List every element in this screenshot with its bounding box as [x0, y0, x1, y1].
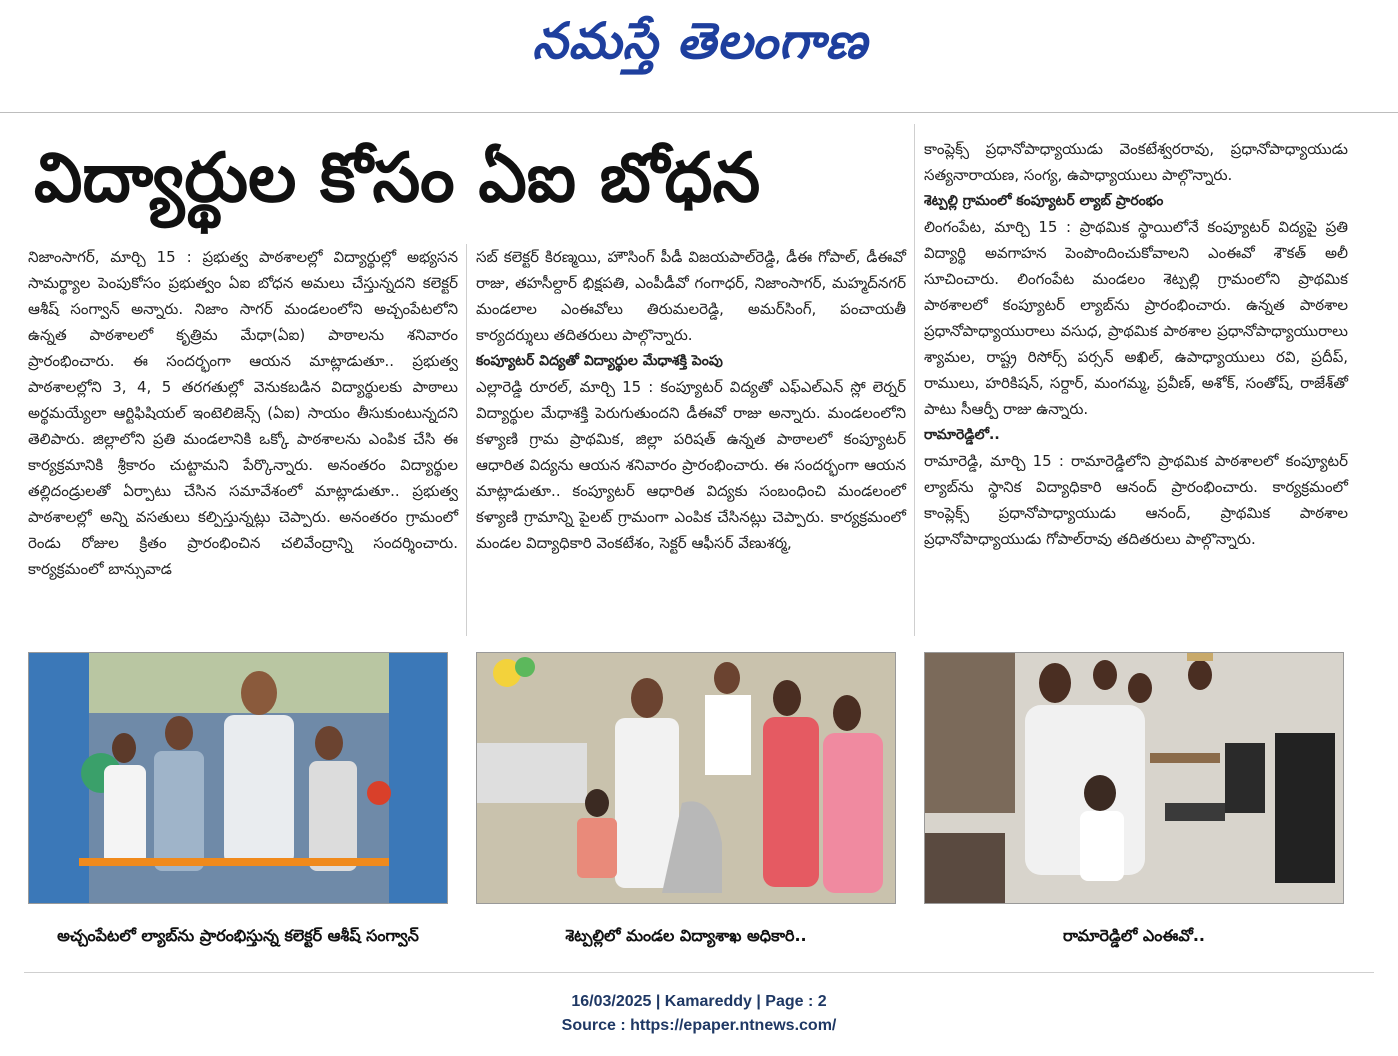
photo-officer-classroom — [476, 652, 896, 904]
footer-source-link[interactable]: Source : https://epaper.ntnews.com/ — [561, 1017, 837, 1034]
article-column-2 — [476, 244, 906, 556]
photo-ribbon-cutting — [28, 652, 448, 904]
photo-1-caption: అచ్చంపేటలో ల్యాబ్‌ను ప్రారంభిస్తున్న కలెక్టర్ ఆశీష్ సంగ్వాన్ — [57, 926, 419, 945]
photo-2-caption: శెట్పల్లిలో మండల విద్యాశాఖ అధికారి.. — [565, 926, 807, 945]
column-3-body-1: లింగంపేట, మార్చి 15 : ప్రాథమిక స్థాయిలోనే కంప్యూటర్ విద్యపై ప్రతి విద్యార్థి అవగాహన పెంపొందించుకోవాలని ఎంఈవో శౌకత్ అలీ సూచించారు. లింగంపేట మండలం శెట్పల్లి గ్రామంలోని ప్రాథమిక పాఠశాలలో కంప్యూటర్ ల్యాబ్‌ను ప్రారంభించారు. ఉన్నత పాఠశాల ప్రధానోపాధ్యాయురాలు వసుధ, ప్రాథమిక పాఠశాల ప్రధానోపాధ్యాయురాలు శ్యామల, రాష్ట్ర రిసోర్స్ పర్సన్ అఖిల్, ఉపాధ్యాయులు రవి, ప్రదీప్, రాములు, హరికిషన్, సర్దార్, మంగమ్మ, ప్రవీణ్, అశోక్, సంతోష్, రాజేశ్‌తో పాటు సీఆర్పీ రాజు ఉన్నారు. — [924, 218, 1348, 418]
column-3-subheading-2: రామారెడ్డిలో.. — [924, 427, 1000, 443]
column-divider — [914, 124, 915, 636]
footer-date-edition: 16/03/2025 | Kamareddy | Page : 2 — [571, 993, 827, 1010]
newspaper-logo: నమస్తే తెలంగాణ — [532, 12, 868, 70]
column-3-intro: కాంప్లెక్స్ ప్రధానోపాధ్యాయుడు వెంకటేశ్వరరావు, ప్రధానోపాధ్యాయుడు సత్యనారాయణ, సంగ్య, ఉపాధ్యాయులు పాల్గొన్నారు. — [924, 140, 1348, 184]
photo-3-caption: రామారెడ్డిలో ఎంఈవో.. — [1063, 926, 1205, 945]
column-1-text: నిజాంసాగర్, మార్చి 15 : ప్రభుత్వ పాఠశాలల్లో విద్యార్థుల్లో అభ్యసన సామర్థ్యాల పెంపుకోసం ప్రభుత్వం ఏఐ బోధన అమలు చేస్తున్నదని కలెక్టర్ ఆశీష్ సంగ్వాన్ అన్నారు. నిజాం సాగర్ మండలంలోని అచ్చంపేటలోని ఉన్నత పాఠశాలలో కృత్రిమ మేధా(ఏఐ) పాఠాలను శనివారం ప్రారంభించారు. ఈ సందర్భంగా ఆయన మాట్లాడుతూ.. ప్రభుత్వ పాఠశాలల్లోని 3, 4, 5 తరగతుల్లో వెనుకబడిన విద్యార్థులకు పాఠాలు అర్థమయ్యేలా ఆర్టిఫిషియల్ ఇంటెలిజెన్స్ (ఏఐ) సాయం తీసుకుంటున్నదని తెలిపారు. జిల్లాలోని ప్రతి మండలానికి ఒక్కో పాఠశాలను ఎంపిక చేసి ఈ కార్యక్రమానికి శ్రీకారం చుట్టామని పేర్కొన్నారు. అనంతరం విద్యార్థుల తల్లిదండ్రులతో ఏర్పాటు చేసిన సమావేశంలో మాట్లాడుతూ.. ప్రభుత్వ పాఠశాలల్లో అన్ని వసతులు కల్పిస్తున్నట్లు చెప్పారు. అనంతరం గ్రామంలో రెండు రోజుల క్రితం ప్రారంభించిన చలివేంద్రాన్ని సందర్శించారు. కార్యక్రమంలో బాన్సువాడ — [28, 248, 458, 578]
photo-computer-lab — [924, 652, 1344, 904]
column-2-body: ఎల్లారెడ్డి రూరల్, మార్చి 15 : కంప్యూటర్ విద్యతో ఎఫ్‌ఎల్‌ఎన్ స్లో లెర్నర్ విద్యార్థుల మేధాశక్తి పెరుగుతుందని డీఈవో రాజు అన్నారు. మండలంలోని కళ్యాణి గ్రామ ప్రాథమిక, జిల్లా పరిషత్ ఉన్నత పాఠాలలో కంప్యూటర్ ఆధారిత విద్యను ఆయన శనివారం ప్రారంభించారు. ఈ సందర్భంగా ఆయన మాట్లాడుతూ.. కంప్యూటర్ ఆధారిత విద్యకు సంబంధించి మండలంలో కళ్యాణి గ్రామాన్ని పైలట్ గ్రామంగా ఎంపిక చేసినట్లు చెప్పారు. కార్యక్రమంలో మండల విద్యాధికారి వెంకటేశం, సెక్టర్ ఆఫీసర్ వేణుశర్మ, — [476, 378, 906, 552]
page-bottom-rule — [24, 972, 1374, 973]
column-2-subheading: కంప్యూటర్ విద్యతో విద్యార్థుల మేధాశక్తి పెంపు — [476, 353, 723, 369]
column-2-intro: సబ్ కలెక్టర్ కిరణ్మయి, హౌసింగ్ పీడీ విజయపాల్‌రెడ్డి, డీఈ గోపాల్, డీఈవో రాజు, తహసీల్దార్ భిక్షపతి, ఎంపీడీవో గంగాధర్, నిజాంసాగర్, మహ్మద్‌నగర్ మండలాల ఎంఈవోలు తిరుమలరెడ్డి, అమర్‌సింగ్, పంచాయతీ కార్యదర్శులు తదితరులు పాల్గొన్నారు. — [476, 248, 906, 344]
headline: విద్యార్థుల కోసం ఏఐ బోధన — [34, 139, 761, 218]
column-divider — [466, 244, 467, 636]
article — [24, 124, 1374, 974]
column-3-subheading-1: శెట్పల్లి గ్రామంలో కంప్యూటర్ ల్యాబ్ ప్రారంభం — [924, 193, 1164, 209]
photo-officer-classroom-image — [477, 653, 896, 904]
photo-ribbon-cutting-image — [29, 653, 448, 904]
article-column-3 — [924, 136, 1348, 552]
masthead — [0, 0, 1398, 113]
page-footer — [0, 990, 1398, 1038]
column-3-body-2: రామారెడ్డి, మార్చి 15 : రామారెడ్డిలోని ప్రాథమిక పాఠశాలలో కంప్యూటర్ ల్యాబ్‌ను స్థానిక విద్యాధికారి ఆనంద్ ప్రారంభించారు. కార్యక్రమంలో కాంప్లెక్స్ ప్రధానోపాధ్యాయుడు ఆనంద్, ప్రాథమిక పాఠశాల ప్రధానోపాధ్యాయుడు గోపాల్‌రావు తదితరులు పాల్గొన్నారు. — [924, 452, 1348, 548]
article-column-1 — [28, 244, 458, 582]
photo-computer-lab-image — [925, 653, 1344, 904]
